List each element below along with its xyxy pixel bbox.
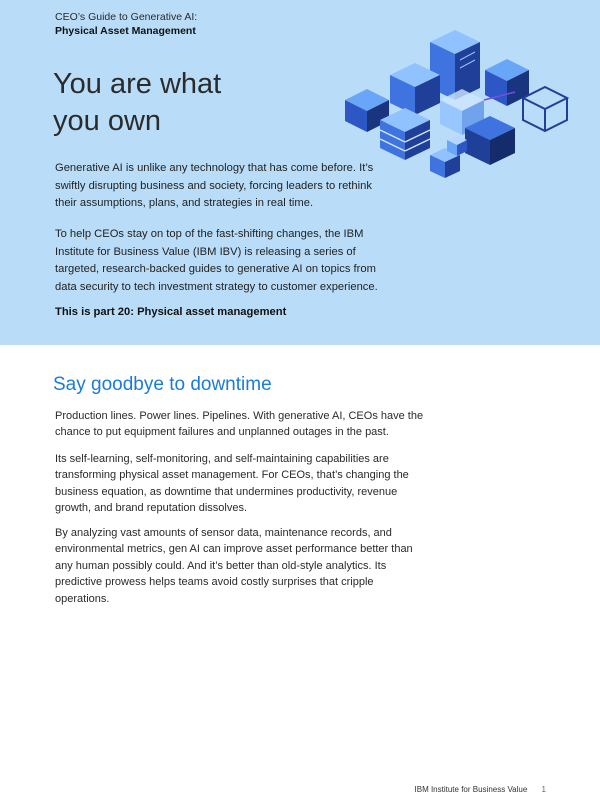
page-title: [53, 66, 353, 140]
page-footer: [415, 785, 546, 794]
body-paragraph-1: Production lines. Power lines. Pipelines. With generative AI, CEOs have the chance to put equipment failures and unplanned outages in the past.: [55, 410, 424, 439]
title-line-2: you own: [53, 105, 162, 137]
series-part-label: This is part 20: Physical asset management: [55, 306, 287, 318]
cube-right-outline: [523, 87, 567, 131]
intro-paragraph-2: To help CEOs stay on top of the fast-shifting changes, the IBM Institute for Business Value (IBM IBV) is releasing a series of targeted, research-backed guides to generative AI on topics from data security to tech investment strategy to customer experience.: [55, 228, 378, 293]
title-line-1: You are what: [53, 68, 222, 100]
body-paragraph-2: Its self-learning, self-monitoring, and self-maintaining capabilities are transforming physical asset management. For CEOs, that’s changing the business equation, as downtime that undermines productivity, revenue growth, and brand reputation dissolves.: [55, 453, 409, 515]
section-title: Say goodbye to downtime: [53, 374, 272, 395]
cube-front-small: [430, 135, 467, 178]
page-number: 1: [541, 785, 546, 794]
guide-kicker: CEO’s Guide to Generative AI:: [55, 11, 198, 23]
publisher-name: IBM Institute for Business Value: [414, 785, 528, 794]
intro-paragraph-1: Generative AI is unlike any technology that has come before. It’s swiftly disrupting business and society, forcing leaders to rethink their assumptions, plans, and strategies in real time.: [55, 162, 374, 209]
body-paragraph-3: By analyzing vast amounts of sensor data, maintenance records, and environmental metrics, gen AI can improve asset performance better than any human possibly could. And it’s better than old-style analytics. Its predictive prowess helps teams avoid costly surprises that cripple operations.: [55, 527, 413, 605]
guide-header: [55, 10, 197, 38]
hero-section: [0, 0, 600, 345]
guide-subtitle: Physical Asset Management: [55, 25, 196, 37]
